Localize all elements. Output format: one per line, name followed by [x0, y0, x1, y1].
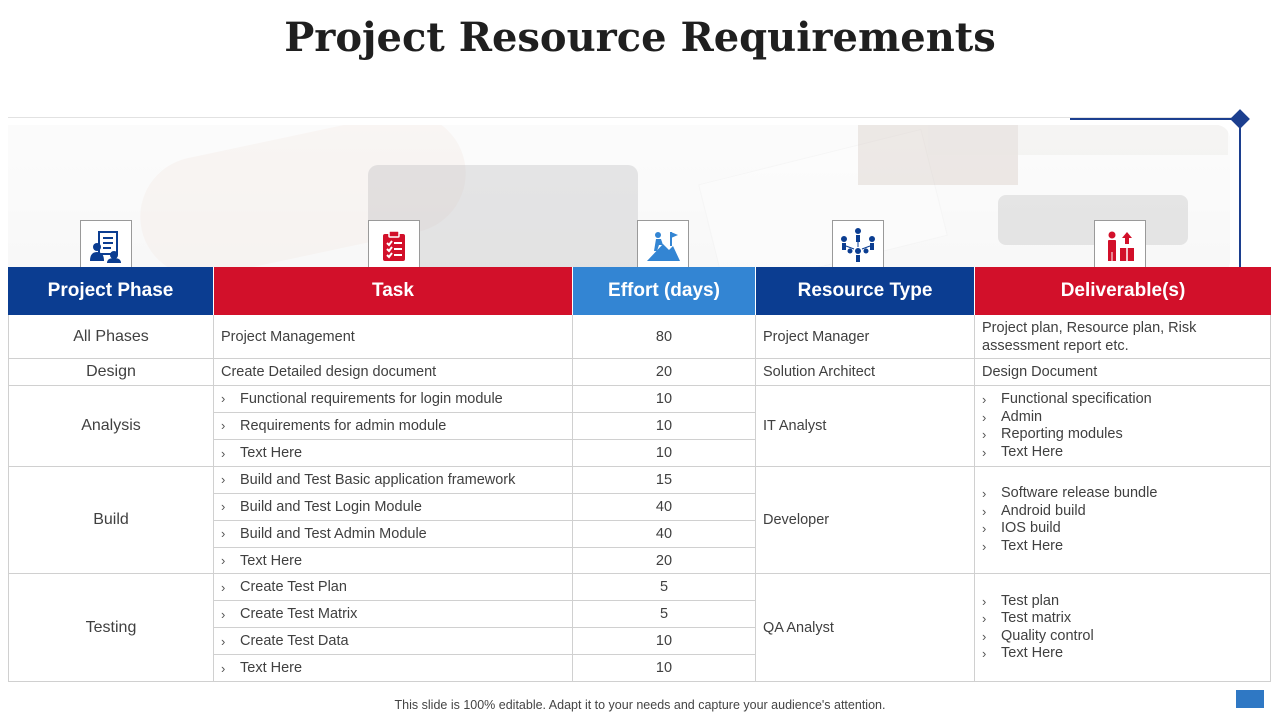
deliverable-list: › Software release bundle › Android build › IOS build › Text Here: [975, 467, 1271, 574]
subtask-group: [214, 574, 756, 682]
effort-line: 15: [573, 467, 756, 494]
effort-line: 20: [573, 548, 756, 574]
decor-line-vertical: [1239, 118, 1241, 268]
task-line: › Text Here: [214, 440, 573, 467]
resource-table: [8, 267, 1271, 682]
effort-line: 10: [573, 386, 756, 413]
decor-line-horizontal: [1070, 118, 1240, 120]
title-divider: [8, 117, 1238, 118]
table-row: [8, 315, 1271, 359]
effort-line: 5: [573, 574, 756, 601]
resource-cell: Developer: [756, 467, 975, 574]
network-people-icon: [832, 220, 884, 272]
phase-cell: Analysis: [9, 386, 214, 467]
resource-cell: Solution Architect: [756, 359, 975, 386]
phase-cell: Testing: [9, 574, 214, 682]
phase-cell: Build: [9, 467, 214, 574]
mountain-climber-icon: [637, 220, 689, 272]
effort-line: 5: [573, 601, 756, 628]
effort-line: 10: [573, 413, 756, 440]
effort-line: 10: [573, 655, 756, 681]
task-cell: Create Detailed design document: [214, 359, 573, 386]
deliverable-cell: [975, 315, 1271, 359]
table-header: [8, 267, 1271, 315]
deliverable-cell: Design Document: [975, 359, 1271, 386]
task-line: › Requirements for admin module: [214, 413, 573, 440]
phase-cell: Design: [9, 359, 214, 386]
task-line: › Build and Test Basic application framework: [214, 467, 573, 494]
task-line: › Text Here: [214, 548, 573, 574]
resource-cell: IT Analyst: [756, 386, 975, 467]
table-row: [8, 467, 1271, 574]
task-line: › Create Test Matrix: [214, 601, 573, 628]
task-line: › Build and Test Login Module: [214, 494, 573, 521]
header-project-phase: Project Phase: [8, 267, 214, 315]
task-line: › Build and Test Admin Module: [214, 521, 573, 548]
background-photo: [8, 125, 1230, 275]
resource-cell: QA Analyst: [756, 574, 975, 682]
effort-line: 10: [573, 628, 756, 655]
task-line: › Functional requirements for login module: [214, 386, 573, 413]
task-line: › Create Test Data: [214, 628, 573, 655]
decor-diamond: [1230, 109, 1250, 129]
task-line: › Text Here: [214, 655, 573, 681]
clipboard-icon: [368, 220, 420, 272]
effort-cell: 80: [573, 315, 756, 359]
table-row: [8, 574, 1271, 682]
header-task: Task: [214, 267, 573, 315]
effort-line: 10: [573, 440, 756, 467]
header-deliverables: Deliverable(s): [975, 267, 1271, 315]
table-row: [8, 386, 1271, 467]
footer-accent-box: [1236, 690, 1264, 708]
resource-cell: Project Manager: [756, 315, 975, 359]
effort-cell: 20: [573, 359, 756, 386]
header-effort: Effort (days): [573, 267, 756, 315]
header-resource-type: Resource Type: [756, 267, 975, 315]
footer-note: This slide is 100% editable. Adapt it to your needs and capture your audience's attention.: [394, 698, 886, 712]
page-title: Project Resource Requirements: [284, 14, 996, 61]
deliverable-list: › Test plan › Test matrix › Quality control › Text Here: [975, 574, 1271, 682]
effort-line: 40: [573, 494, 756, 521]
person-package-icon: [1094, 220, 1146, 272]
checklist-person-icon: [80, 220, 132, 272]
deliverable-list: › Functional specification › Admin › Reporting modules › Text Here: [975, 386, 1271, 467]
phase-cell: All Phases: [9, 315, 214, 359]
table-row: [8, 359, 1271, 386]
effort-line: 40: [573, 521, 756, 548]
subtask-group: [214, 467, 756, 574]
task-cell: Project Management: [214, 315, 573, 359]
task-line: › Create Test Plan: [214, 574, 573, 601]
deliverable-text: Project plan, Resource plan, Risk assessment report etc.: [982, 319, 1197, 354]
subtask-group: [214, 386, 756, 467]
